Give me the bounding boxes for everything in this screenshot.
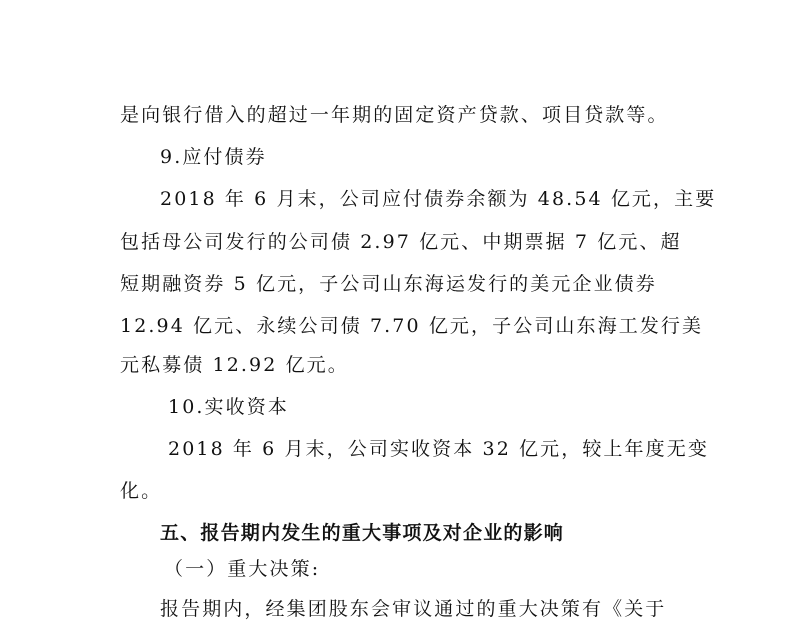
section-heading-paid-in-capital: 10.实收资本 <box>168 396 289 418</box>
paragraph-line: 报告期内，经集团股东会审议通过的重大决策有《关于 <box>160 598 667 620</box>
paragraph-line: 2018 年 6 月末，公司实收资本 32 亿元，较上年度无变 <box>168 438 709 460</box>
paragraph-line: 化。 <box>120 480 163 502</box>
paragraph-line: 包括母公司发行的公司债 2.97 亿元、中期票据 7 亿元、超 <box>120 231 682 253</box>
paragraph-line: 短期融资券 5 亿元，子公司山东海运发行的美元企业债券 <box>120 273 657 295</box>
paragraph-line: 元私募债 12.92 亿元。 <box>120 354 349 376</box>
paragraph-line: 12.94 亿元、永续公司债 7.70 亿元，子公司山东海工发行美 <box>120 315 704 337</box>
subsection-heading-major-decisions: （一）重大决策: <box>164 558 321 580</box>
paragraph-line: 是向银行借入的超过一年期的固定资产贷款、项目贷款等。 <box>120 104 669 126</box>
paragraph-line: 2018 年 6 月末，公司应付债券余额为 48.54 亿元，主要 <box>160 188 717 210</box>
chapter-heading-major-events: 五、报告期内发生的重大事项及对企业的影响 <box>160 522 565 544</box>
section-heading-bonds-payable: 9.应付债券 <box>160 146 267 168</box>
